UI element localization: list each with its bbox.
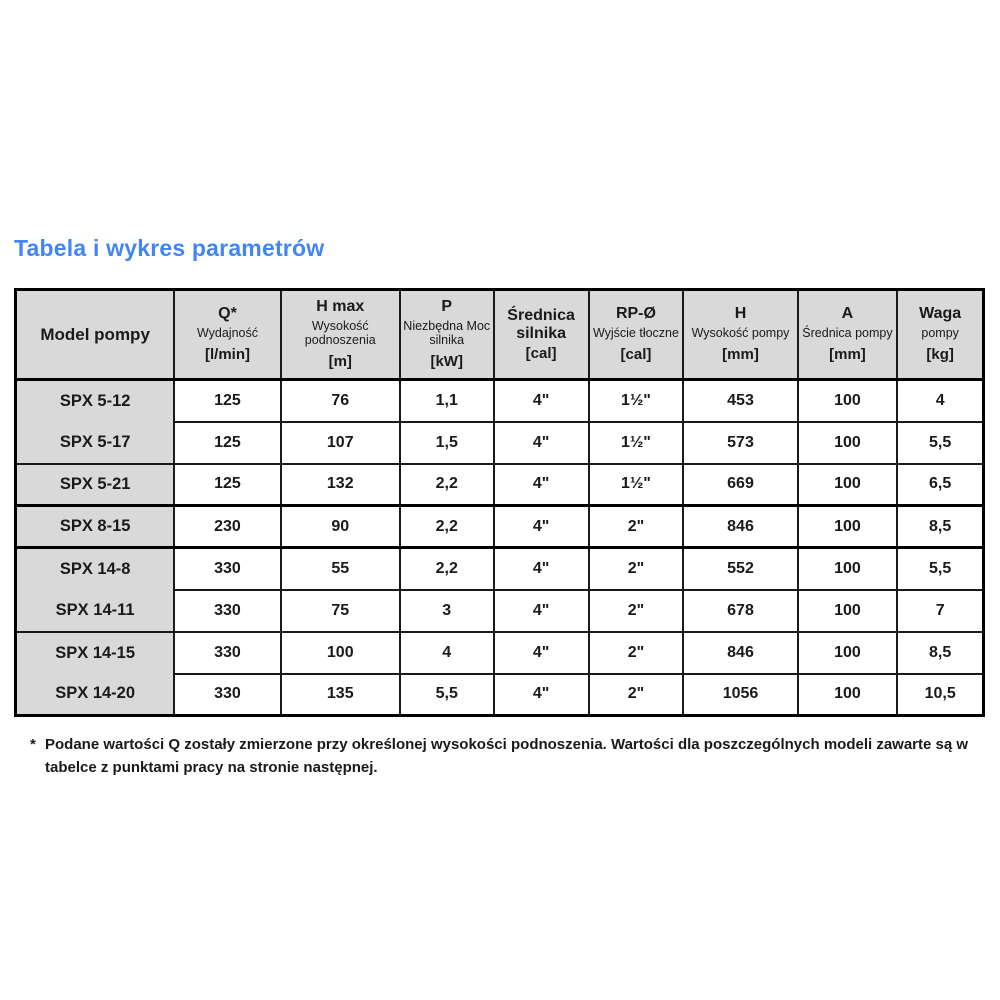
col-header-pump-diameter — [798, 290, 898, 380]
cell-pump-diameter: 100 — [798, 674, 898, 716]
col-subtitle: pompy — [921, 325, 959, 340]
col-subtitle: Wydajność — [196, 325, 258, 340]
col-header-weight — [897, 290, 983, 380]
col-unit: [mm] — [722, 346, 759, 364]
cell-rp: 2" — [589, 632, 684, 674]
col-unit: [m] — [328, 353, 352, 371]
cell-p: 2,2 — [400, 548, 494, 590]
cell-weight: 8,5 — [897, 632, 983, 674]
col-symbol: H — [734, 305, 747, 323]
cell-pump-height: 552 — [683, 548, 797, 590]
col-header-motor-diameter — [494, 290, 589, 380]
cell-hmax: 90 — [281, 506, 400, 548]
cell-p: 5,5 — [400, 674, 494, 716]
col-subtitle: Wysokość pompy — [691, 325, 790, 340]
cell-p: 3 — [400, 590, 494, 632]
cell-pump-height: 678 — [683, 590, 797, 632]
cell-pump-diameter: 100 — [798, 590, 898, 632]
cell-p: 1,5 — [400, 422, 494, 464]
col-header-hmax — [281, 290, 400, 380]
cell-p: 1,1 — [400, 380, 494, 422]
col-subtitle: Niezbędna Moc silnika — [403, 318, 491, 347]
col-header-p — [400, 290, 494, 380]
cell-weight: 5,5 — [897, 422, 983, 464]
col-symbol: Waga — [919, 305, 962, 323]
cell-motor-diameter: 4" — [494, 422, 589, 464]
table-row — [16, 464, 984, 506]
cell-p: 4 — [400, 632, 494, 674]
col-symbol: RP-Ø — [615, 305, 656, 323]
col-subtitle: Średnica pompy — [802, 325, 893, 340]
model-cell: SPX 14-15 — [16, 632, 175, 674]
col-header-pump-height — [683, 290, 797, 380]
table-body — [16, 380, 984, 716]
model-cell: SPX 14-20 — [16, 674, 175, 716]
cell-rp: 2" — [589, 674, 684, 716]
col-symbol: P — [441, 298, 453, 316]
footnote — [30, 733, 982, 779]
cell-pump-height: 669 — [683, 464, 797, 506]
col-unit: [kW] — [430, 353, 463, 371]
cell-p: 2,2 — [400, 464, 494, 506]
cell-q: 330 — [174, 590, 280, 632]
cell-pump-height: 573 — [683, 422, 797, 464]
col-subtitle: Wyjście tłoczne — [592, 325, 679, 340]
cell-hmax: 135 — [281, 674, 400, 716]
col-unit: [cal] — [620, 346, 652, 364]
table-row — [16, 674, 984, 716]
cell-hmax: 55 — [281, 548, 400, 590]
cell-pump-height: 846 — [683, 506, 797, 548]
cell-hmax: 75 — [281, 590, 400, 632]
cell-weight: 7 — [897, 590, 983, 632]
cell-hmax: 100 — [281, 632, 400, 674]
page-title: Tabela i wykres parametrów — [14, 235, 325, 261]
cell-pump-diameter: 100 — [798, 464, 898, 506]
cell-weight: 8,5 — [897, 506, 983, 548]
cell-q: 330 — [174, 548, 280, 590]
cell-rp: 2" — [589, 548, 684, 590]
table-row — [16, 506, 984, 548]
col-symbol: H max — [316, 298, 365, 316]
model-cell: SPX 8-15 — [16, 506, 175, 548]
model-cell: SPX 5-12 — [16, 380, 175, 422]
cell-q: 230 — [174, 506, 280, 548]
pump-parameters-table — [14, 288, 985, 717]
table-header — [16, 290, 984, 380]
cell-motor-diameter: 4" — [494, 632, 589, 674]
model-cell: SPX 14-11 — [16, 590, 175, 632]
cell-hmax: 76 — [281, 380, 400, 422]
footnote-asterisk: * — [30, 736, 36, 753]
cell-p: 2,2 — [400, 506, 494, 548]
cell-pump-diameter: 100 — [798, 380, 898, 422]
table-row — [16, 548, 984, 590]
cell-pump-diameter: 100 — [798, 632, 898, 674]
cell-q: 125 — [174, 422, 280, 464]
model-cell: SPX 5-21 — [16, 464, 175, 506]
col-unit: [mm] — [829, 346, 866, 364]
table-row — [16, 380, 984, 422]
cell-hmax: 107 — [281, 422, 400, 464]
cell-pump-height: 1056 — [683, 674, 797, 716]
col-subtitle: Wysokość podnoszenia — [304, 318, 376, 347]
cell-motor-diameter: 4" — [494, 506, 589, 548]
table-row — [16, 422, 984, 464]
cell-rp: 1½" — [589, 380, 684, 422]
cell-weight: 5,5 — [897, 548, 983, 590]
cell-q: 125 — [174, 380, 280, 422]
cell-pump-diameter: 100 — [798, 422, 898, 464]
cell-q: 125 — [174, 464, 280, 506]
cell-weight: 10,5 — [897, 674, 983, 716]
cell-rp: 1½" — [589, 464, 684, 506]
col-header-q — [174, 290, 280, 380]
cell-weight: 4 — [897, 380, 983, 422]
cell-hmax: 132 — [281, 464, 400, 506]
cell-pump-height: 846 — [683, 632, 797, 674]
cell-weight: 6,5 — [897, 464, 983, 506]
col-symbol: Średnica silnika — [507, 306, 575, 343]
col-unit: [kg] — [926, 346, 954, 364]
model-cell: SPX 5-17 — [16, 422, 175, 464]
cell-motor-diameter: 4" — [494, 548, 589, 590]
col-header-rp — [589, 290, 684, 380]
cell-pump-diameter: 100 — [798, 548, 898, 590]
cell-rp: 1½" — [589, 422, 684, 464]
table-row — [16, 590, 984, 632]
cell-pump-diameter: 100 — [798, 506, 898, 548]
cell-q: 330 — [174, 674, 280, 716]
col-unit: [cal] — [525, 344, 557, 362]
col-header-model — [16, 290, 175, 380]
model-cell: SPX 14-8 — [16, 548, 175, 590]
footnote-text: Podane wartości Q zostały zmierzone przy określonej wysokości podnoszenia. Wartości dla poszczególnych modeli zawarte są w tabelce z punktami pracy na stronie następnej. — [45, 736, 969, 776]
col-symbol: Q* — [218, 305, 237, 323]
col-symbol: A — [841, 305, 854, 323]
cell-q: 330 — [174, 632, 280, 674]
col-symbol: Model pompy — [40, 324, 150, 344]
cell-pump-height: 453 — [683, 380, 797, 422]
cell-rp: 2" — [589, 506, 684, 548]
cell-motor-diameter: 4" — [494, 380, 589, 422]
cell-motor-diameter: 4" — [494, 590, 589, 632]
cell-motor-diameter: 4" — [494, 464, 589, 506]
cell-motor-diameter: 4" — [494, 674, 589, 716]
table-row — [16, 632, 984, 674]
col-unit: [l/min] — [204, 346, 250, 364]
cell-rp: 2" — [589, 590, 684, 632]
